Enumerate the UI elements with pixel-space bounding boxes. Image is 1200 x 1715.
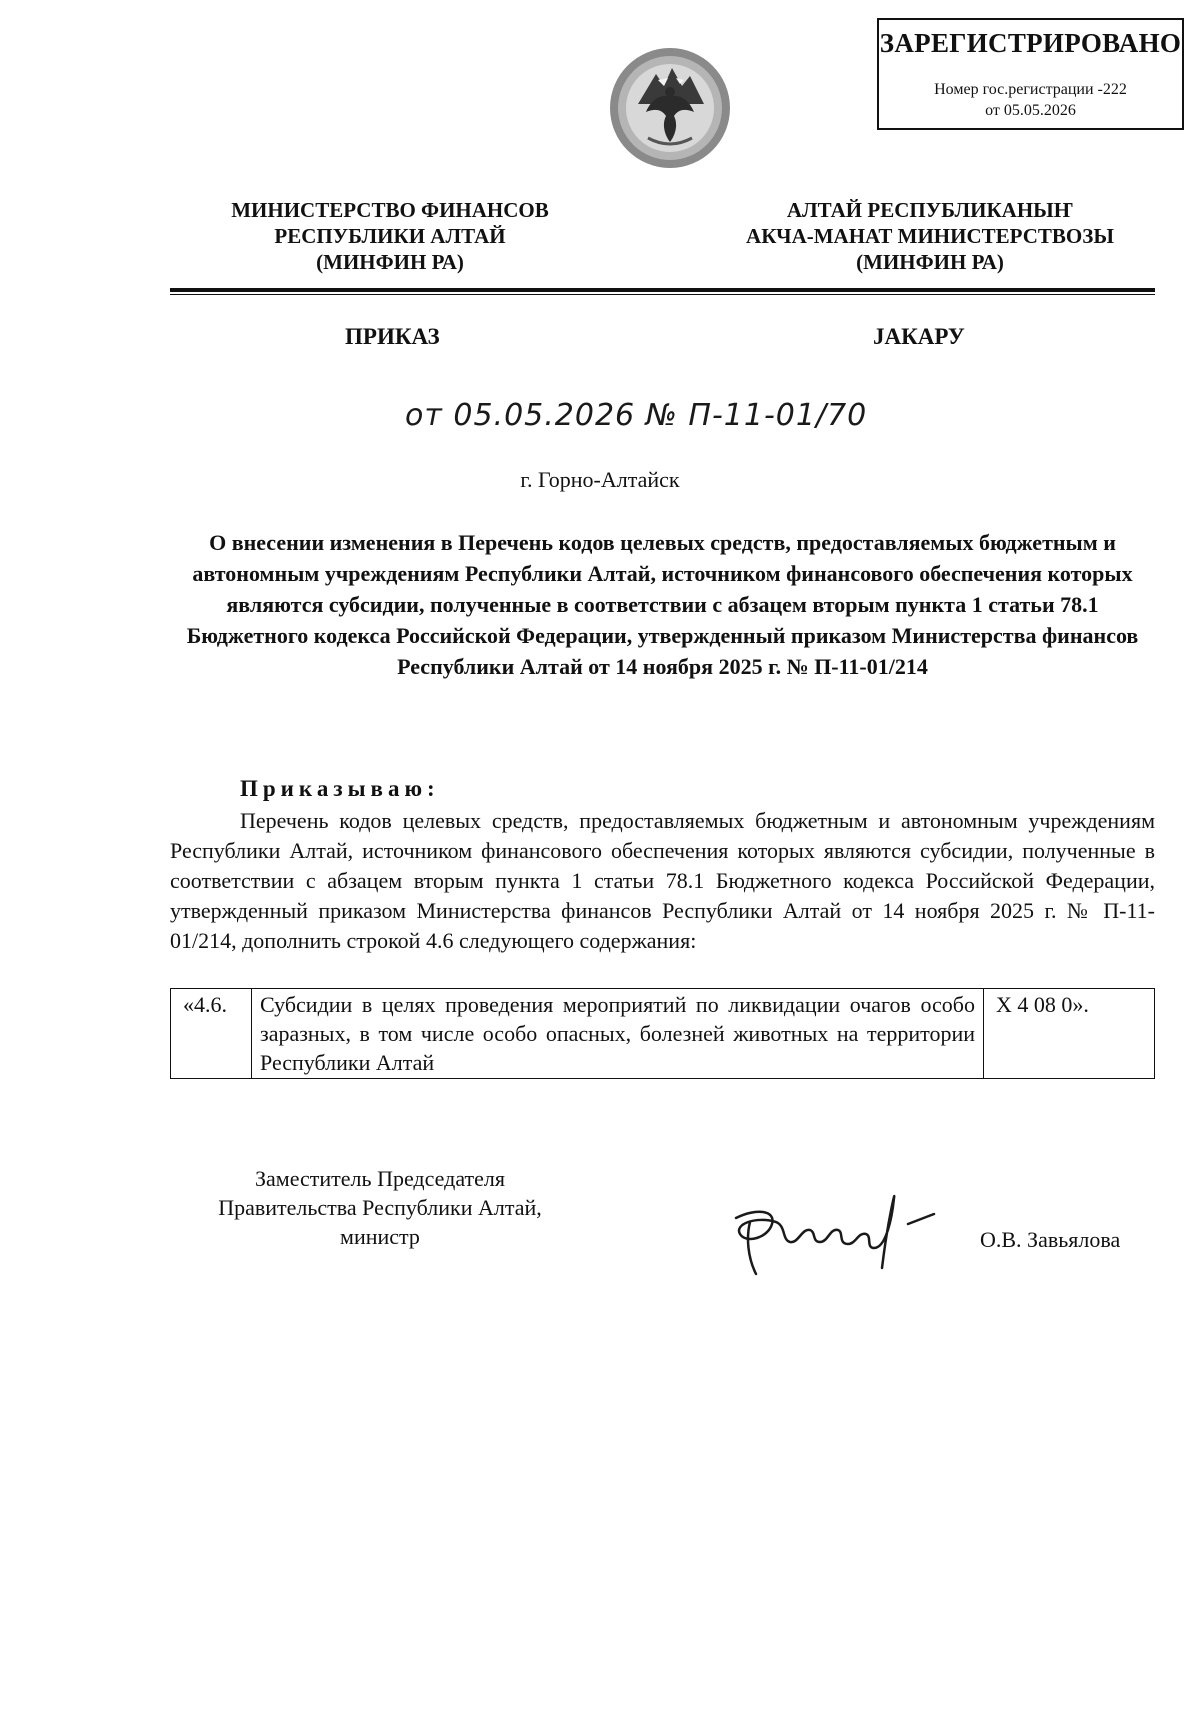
stamp-title: ЗАРЕГИСТРИРОВАНО (879, 28, 1182, 58)
signatory-position (170, 1164, 590, 1251)
signatory-position-line2: Правительства Республики Алтай, (218, 1195, 542, 1220)
order-subject: О внесении изменения в Перечень кодов целевых средств, предоставляемых бюджетным и автономным учреждениям Республики Алтай, источником финансового обеспечения которых являются субсидии, полученные в соответствии с абзацем вторым пункта 1 статьи 78.1 Бюджетного кодекса Российской Федерации, утвержденный приказом Министерства финансов Республики Алтай от 14 ноября 2025 г. № П-11-01/214 (186, 530, 1139, 679)
ministry-name-ru-line2: РЕСПУБЛИКИ АЛТАЙ (274, 224, 506, 248)
ministry-name-altai (715, 197, 1145, 275)
table-cell-description: Субсидии в целях проведения мероприятий по ликвидации очагов особо заразных, в том числе особо опасных, болезней животных на территории Республики Алтай (252, 989, 984, 1079)
table-cell-number: «4.6. (171, 989, 252, 1079)
signatory-name: О.В. Завьялова (980, 1227, 1121, 1252)
handwritten-signature (716, 1178, 946, 1288)
republic-altai-coat-of-arms-icon (608, 46, 732, 170)
registration-stamp (877, 18, 1184, 130)
table-cell-code: Х 4 08 0». (984, 989, 1155, 1079)
ministry-name-russian (190, 197, 590, 275)
order-title-altai: ЈАКАРУ (873, 324, 965, 349)
order-body-paragraph: Перечень кодов целевых средств, предоставляемых бюджетным и автономным учреждениям Республики Алтай, источником финансового обеспечения которых являются субсидии, полученные в соответствии с абзацем вторым пункта 1 статьи 78.1 Бюджетного кодекса Российской Федерации, утвержденный приказом Министерства финансов Республики Алтай от 14 ноября 2025 г. № П-11-01/214, дополнить строкой 4.6 следующего содержания: (170, 808, 1155, 953)
signatory-position-line1: Заместитель Председателя (255, 1166, 505, 1191)
city-line: г. Горно-Алтайск (520, 467, 680, 492)
ministry-name-alt-line3: (МИНФИН РА) (856, 250, 1004, 274)
order-word: Приказываю: (240, 776, 440, 801)
ministry-name-ru-line1: МИНИСТЕРСТВО ФИНАНСОВ (231, 198, 549, 222)
amendment-table (170, 988, 1155, 1079)
ministry-name-alt-line2: АКЧА-МАНАТ МИНИСТЕРСТВОЗЫ (746, 224, 1114, 248)
ministry-name-ru-line3: (МИНФИН РА) (316, 250, 464, 274)
ministry-name-alt-line1: АЛТАЙ РЕСПУБЛИКАНЫҤ (786, 198, 1074, 222)
signatory-position-line3: министр (340, 1224, 420, 1249)
header-divider-thick (170, 288, 1155, 292)
handwritten-date-number: от 05.05.2026 № П-11-01/70 (405, 398, 868, 433)
order-title-russian: ПРИКАЗ (345, 324, 440, 349)
table-row (171, 989, 1155, 1079)
stamp-reg-date: от 05.05.2026 (985, 102, 1076, 119)
header-divider-thin (170, 294, 1155, 295)
stamp-reg-number: Номер гос.регистрации -222 (934, 81, 1127, 98)
